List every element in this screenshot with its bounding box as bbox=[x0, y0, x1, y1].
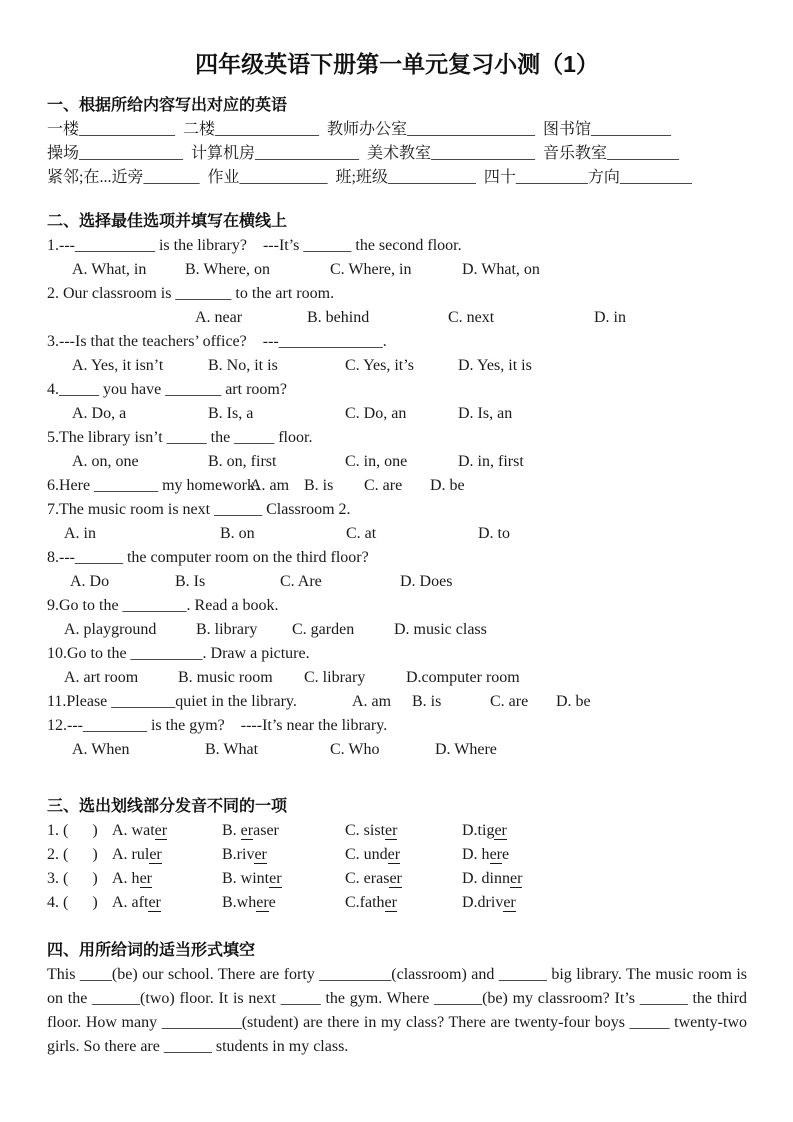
section-multiple-choice bbox=[47, 210, 747, 762]
option bbox=[112, 891, 222, 915]
option bbox=[222, 843, 345, 867]
question-stem-4: 4._____ you have _______ art room? bbox=[47, 381, 287, 398]
option: B. is bbox=[412, 693, 442, 710]
question-stem-7: 7.The music room is next ______ Classroom 2. bbox=[47, 501, 351, 518]
option-text: D.tig bbox=[462, 822, 495, 839]
options-row-1 bbox=[72, 258, 747, 282]
question-stem-10: 10.Go to the _________. Draw a picture. bbox=[47, 645, 310, 662]
cloze-paragraph: This ____(be) our school. There are forty _________(classroom) and ______ big library. The music room is on the ______(two) floor. It is next _____ the gym. Where ______(be) my classroom? It’s ______ the third floor. How many __________(student) are there in my class? There are twenty-four boys _____ twenty-two girls. So there are ______ students in my class. bbox=[47, 966, 747, 1055]
option: A. am bbox=[250, 477, 290, 494]
question-line-6 bbox=[47, 474, 747, 498]
option: D. in, first bbox=[458, 453, 524, 470]
option: D. be bbox=[556, 693, 591, 710]
option-text: A. h bbox=[112, 870, 140, 887]
section-cloze bbox=[47, 939, 747, 1059]
row-number: 3. ( ) bbox=[47, 870, 98, 887]
option: B. is bbox=[304, 477, 334, 494]
section1-heading: 一、根据所给内容写出对应的英语 bbox=[47, 97, 288, 114]
option bbox=[112, 843, 222, 867]
underlined-letters: er bbox=[148, 894, 161, 911]
option: B. What bbox=[205, 741, 259, 758]
option: B. behind bbox=[307, 309, 370, 326]
option: D. music class bbox=[394, 621, 487, 638]
underlined-letters: er bbox=[510, 870, 523, 887]
option: B. Where, on bbox=[185, 261, 271, 278]
section3-heading: 三、选出划线部分发音不同的一项 bbox=[47, 798, 288, 815]
option-text: D.driv bbox=[462, 894, 504, 911]
option-text: D. dinn bbox=[462, 870, 510, 887]
option: B. No, it is bbox=[208, 357, 278, 374]
option: B. Is, a bbox=[208, 405, 254, 422]
option-text: C. eras bbox=[345, 870, 390, 887]
options-row-2 bbox=[195, 306, 747, 330]
underlined-letters: er bbox=[254, 846, 267, 863]
options-row-12 bbox=[72, 738, 747, 762]
pronunciation-row-1 bbox=[47, 819, 747, 843]
underlined-letters: er bbox=[389, 870, 402, 887]
underlined-letters: er bbox=[240, 822, 254, 839]
pronunciation-row-4 bbox=[47, 891, 747, 915]
underlined-letters: er bbox=[387, 846, 401, 863]
options-row-3 bbox=[72, 354, 747, 378]
option: A. am bbox=[352, 693, 392, 710]
underlined-letters: er bbox=[139, 870, 152, 887]
option-text: C.fath bbox=[345, 894, 385, 911]
option-text: C. sist bbox=[345, 822, 386, 839]
option: D. in bbox=[594, 309, 626, 326]
option bbox=[222, 867, 345, 891]
underlined-letters: er bbox=[154, 822, 168, 839]
option: C. are bbox=[364, 477, 403, 494]
option: D. Yes, it is bbox=[458, 357, 532, 374]
question-stem-8: 8.---______ the computer room on the third floor? bbox=[47, 549, 369, 566]
option: D. Is, an bbox=[458, 405, 513, 422]
option bbox=[112, 867, 222, 891]
row-number: 1. ( ) bbox=[47, 822, 98, 839]
option-text: A. rul bbox=[112, 846, 150, 863]
option: D. What, on bbox=[462, 261, 540, 278]
option: A. near bbox=[195, 309, 243, 326]
option-text: D. h bbox=[462, 846, 490, 863]
underlined-letters: er bbox=[494, 822, 507, 839]
question-stem-5: 5.The library isn’t _____ the _____ floor. bbox=[47, 429, 313, 446]
option-text: B.wh bbox=[222, 894, 257, 911]
option: C. are bbox=[490, 693, 529, 710]
option-text: e bbox=[268, 894, 276, 911]
question-stem-3: 3.---Is that the teachers’ office? ---_____________. bbox=[47, 333, 387, 350]
option: A. on, one bbox=[72, 453, 139, 470]
underlined-letters: er bbox=[385, 822, 398, 839]
option-text: e bbox=[502, 846, 510, 863]
underlined-letters: er bbox=[149, 846, 162, 863]
vocab-line-2: 操场_____________ 计算机房_____________ 美术教室_____________ 音乐教室_________ bbox=[47, 145, 680, 162]
option: C. next bbox=[448, 309, 495, 326]
option: D. Does bbox=[400, 573, 453, 590]
section2-heading: 二、选择最佳选项并填写在横线上 bbox=[47, 213, 288, 230]
option bbox=[462, 819, 747, 843]
option bbox=[462, 891, 747, 915]
option bbox=[345, 843, 462, 867]
pronunciation-row-2 bbox=[47, 843, 747, 867]
vocab-line-1: 一楼____________ 二楼_____________ 教师办公室________________ 图书馆__________ bbox=[47, 121, 672, 138]
option: C. Yes, it’s bbox=[345, 357, 414, 374]
underlined-letters: er bbox=[256, 894, 269, 911]
options-row-8 bbox=[70, 570, 747, 594]
option-text: B. bbox=[222, 822, 241, 839]
options-row-9 bbox=[64, 618, 747, 642]
option: A. When bbox=[72, 741, 130, 758]
option: C. Are bbox=[280, 573, 322, 590]
option-text: aser bbox=[253, 822, 279, 839]
row-number: 2. ( ) bbox=[47, 846, 98, 863]
page-title: 四年级英语下册第一单元复习小测（1） bbox=[195, 51, 599, 77]
section-pronunciation bbox=[47, 795, 747, 915]
option: A. Do, a bbox=[72, 405, 127, 422]
pronunciation-row-3 bbox=[47, 867, 747, 891]
section4-heading: 四、用所给词的适当形式填空 bbox=[47, 942, 256, 959]
option: B. Is bbox=[175, 573, 206, 590]
option bbox=[345, 819, 462, 843]
option: B. on, first bbox=[208, 453, 277, 470]
option: C. in, one bbox=[345, 453, 408, 470]
option-text: B. wint bbox=[222, 870, 270, 887]
option: A. playground bbox=[64, 621, 157, 638]
options-row-7 bbox=[64, 522, 747, 546]
option bbox=[462, 867, 747, 891]
underlined-letters: er bbox=[269, 870, 282, 887]
row-number: 4. ( ) bbox=[47, 894, 98, 911]
option-text: A. wat bbox=[112, 822, 155, 839]
option bbox=[222, 891, 345, 915]
section-vocabulary bbox=[47, 94, 747, 190]
option: C. at bbox=[346, 525, 377, 542]
option: B. music room bbox=[178, 669, 273, 686]
question-stem-2: 2. Our classroom is _______ to the art room. bbox=[47, 285, 335, 302]
option: A. What, in bbox=[72, 261, 147, 278]
option: C. garden bbox=[292, 621, 355, 638]
option-text: A. aft bbox=[112, 894, 149, 911]
option: C. library bbox=[304, 669, 366, 686]
question-line-11 bbox=[47, 690, 747, 714]
option: B. library bbox=[196, 621, 258, 638]
option: C. Do, an bbox=[345, 405, 407, 422]
vocab-line-3: 紧邻;在...近旁_______ 作业___________ 班;班级___________ 四十_________方向_________ bbox=[47, 169, 692, 186]
question-stem-12: 12.---________ is the gym? ----It’s near the library. bbox=[47, 717, 388, 734]
option bbox=[462, 843, 747, 867]
option: A. art room bbox=[64, 669, 139, 686]
option bbox=[345, 867, 462, 891]
underlined-letters: er bbox=[489, 846, 502, 863]
underlined-letters: er bbox=[384, 894, 397, 911]
option: A. Do bbox=[70, 573, 110, 590]
option-text: B.riv bbox=[222, 846, 255, 863]
option: A. in bbox=[64, 525, 96, 542]
options-row-10 bbox=[64, 666, 747, 690]
option: D. be bbox=[430, 477, 465, 494]
option: C. Who bbox=[330, 741, 380, 758]
option: A. Yes, it isn’t bbox=[72, 357, 164, 374]
option: D. Where bbox=[435, 741, 497, 758]
option bbox=[112, 819, 222, 843]
option bbox=[222, 819, 345, 843]
option bbox=[345, 891, 462, 915]
question-stem-6: 6.Here ________ my homework. bbox=[47, 477, 259, 494]
option: C. Where, in bbox=[330, 261, 412, 278]
underlined-letters: er bbox=[503, 894, 516, 911]
question-stem-1: 1.---__________ is the library? ---It’s ______ the second floor. bbox=[47, 237, 462, 254]
question-stem-9: 9.Go to the ________. Read a book. bbox=[47, 597, 279, 614]
option: D.computer room bbox=[406, 669, 520, 686]
option: D. to bbox=[478, 525, 510, 542]
options-row-5 bbox=[72, 450, 747, 474]
option-text: C. und bbox=[345, 846, 388, 863]
options-row-4 bbox=[72, 402, 747, 426]
question-stem-11: 11.Please ________quiet in the library. bbox=[47, 693, 297, 710]
option: B. on bbox=[220, 525, 255, 542]
